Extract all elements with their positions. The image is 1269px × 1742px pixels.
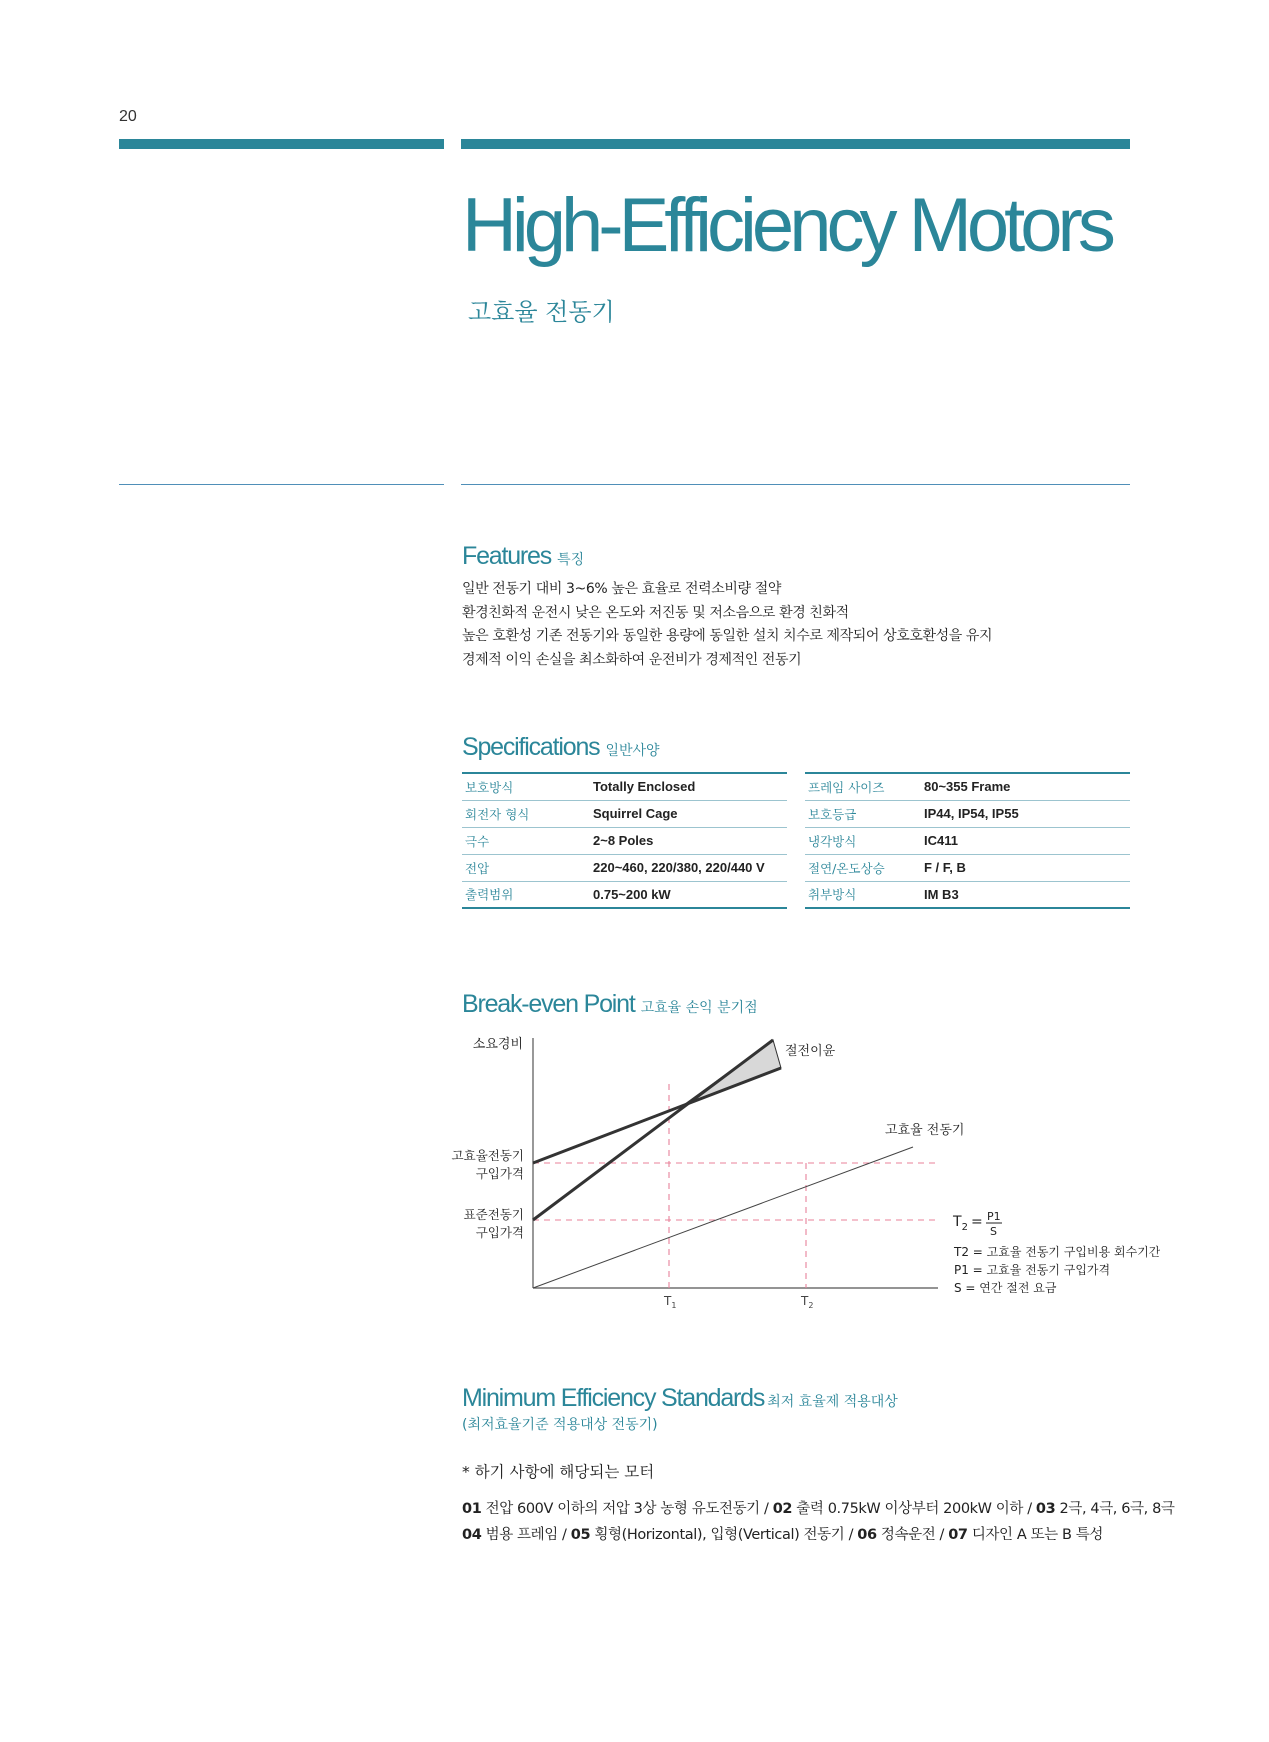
spec-key: 취부방식 bbox=[808, 887, 857, 903]
spec-value: 0.75~200 kW bbox=[593, 886, 671, 902]
std-price-label-1: 표준전동기 bbox=[463, 1207, 524, 1222]
table-row bbox=[805, 800, 1130, 827]
spec-key: 프레임 사이즈 bbox=[805, 773, 921, 800]
formula-legend-p1: P1 = 고효율 전동기 구입가격 bbox=[954, 1263, 1111, 1277]
high-price-label-2: 구입가격 bbox=[475, 1166, 524, 1181]
spec-key: 냉각방식 bbox=[805, 827, 921, 854]
minimum-title: Minimum Efficiency Standards bbox=[462, 1384, 765, 1412]
features-heading bbox=[462, 542, 584, 571]
divider-right bbox=[461, 484, 1130, 485]
spec-key: 회전자 형식 bbox=[462, 800, 590, 827]
table-row bbox=[805, 881, 1130, 908]
spec-value: 220~460, 220/380, 220/440 V bbox=[590, 854, 787, 881]
breakeven-diagram bbox=[440, 1030, 1160, 1320]
feature-item: 일반 전동기 대비 3~6% 높은 효율로 전력소비량 절약 bbox=[462, 581, 781, 597]
criteria-text: 횡형(Horizontal), 입형(Vertical) 전동기 / bbox=[590, 1527, 858, 1543]
high-motor-label: 고효율 전동기 bbox=[885, 1123, 965, 1138]
spec-value: Squirrel Cage bbox=[590, 800, 787, 827]
table-row bbox=[462, 854, 787, 881]
spec-value: Totally Enclosed bbox=[590, 773, 787, 800]
features-title: Features bbox=[462, 542, 552, 570]
features-list bbox=[462, 578, 992, 672]
criteria-line bbox=[462, 1496, 1175, 1522]
table-row bbox=[462, 881, 787, 908]
spec-key: 극수 bbox=[462, 827, 590, 854]
criteria-text: 2극, 4극, 6극, 8극 bbox=[1055, 1501, 1175, 1517]
std-price-label-2: 구입가격 bbox=[475, 1225, 524, 1240]
spec-value: IP44, IP54, IP55 bbox=[921, 800, 1130, 827]
specifications-heading bbox=[462, 733, 660, 762]
high-efficiency-cost-line bbox=[533, 1068, 781, 1163]
table-row bbox=[805, 854, 1130, 881]
minimum-criteria bbox=[462, 1496, 1175, 1548]
criteria-text: 출력 0.75kW 이상부터 200kW 이하 / bbox=[792, 1501, 1036, 1517]
spec-value: IM B3 bbox=[924, 886, 959, 902]
spec-table-left bbox=[462, 772, 787, 909]
criteria-line bbox=[462, 1522, 1175, 1548]
savings-label: 절전이윤 bbox=[785, 1044, 836, 1059]
tick-t2: $T_2$ bbox=[801, 1294, 814, 1310]
standard-cost-line bbox=[533, 1040, 773, 1220]
breakeven-title: Break-even Point bbox=[462, 990, 635, 1018]
criteria-text: 디자인 A 또는 B 특성 bbox=[967, 1527, 1103, 1543]
spec-table-right bbox=[805, 772, 1130, 909]
criteria-number: 03 bbox=[1035, 1501, 1056, 1517]
feature-item: 경제적 이익 손실을 최소화하여 운전비가 경제적인 전동기 bbox=[462, 651, 802, 668]
formula-lhs: $T_2$ = bbox=[953, 1214, 983, 1233]
spec-key: 보호등급 bbox=[805, 800, 921, 827]
features-title-ko: 특징 bbox=[557, 552, 585, 568]
header-bar-left bbox=[119, 139, 444, 149]
page-subtitle: 고효율 전동기 bbox=[468, 298, 615, 326]
minimum-title-ko: 최저 효율제 적용대상 bbox=[767, 1394, 898, 1410]
page-number: 20 bbox=[119, 108, 137, 125]
divider-left bbox=[119, 484, 444, 485]
spec-key: 출력범위 bbox=[465, 887, 514, 903]
spec-value: IC411 bbox=[921, 827, 1130, 854]
specifications-title-ko: 일반사양 bbox=[605, 743, 660, 759]
table-row bbox=[805, 773, 1130, 800]
header-bar-right bbox=[461, 139, 1130, 149]
formula-denominator: S bbox=[990, 1225, 997, 1238]
criteria-number: 06 bbox=[857, 1527, 877, 1543]
criteria-number: 04 bbox=[462, 1527, 482, 1543]
spec-value: F / F, B bbox=[921, 854, 1130, 881]
high-price-label-1: 고효율전동기 bbox=[451, 1148, 524, 1163]
feature-item: 높은 호환성 기존 전동기와 동일한 용량에 동일한 설치 치수로 제작되어 상호호환성을 유지 bbox=[462, 628, 993, 644]
criteria-number: 01 bbox=[462, 1501, 482, 1517]
breakeven-title-ko: 고효율 손익 분기점 bbox=[640, 1000, 758, 1016]
y-axis-label: 소요경비 bbox=[472, 1037, 523, 1052]
table-row bbox=[805, 827, 1130, 854]
page-title: High-Efficiency Motors bbox=[462, 183, 1111, 268]
minimum-note: * 하기 사항에 해당되는 모터 bbox=[462, 1463, 655, 1481]
criteria-text: 범용 프레임 / bbox=[481, 1527, 571, 1543]
spec-value: 2~8 Poles bbox=[590, 827, 787, 854]
table-row bbox=[462, 773, 787, 800]
formula-legend-t2: T2 = 고효율 전동기 구입비용 회수기간 bbox=[954, 1245, 1160, 1259]
criteria-number: 05 bbox=[570, 1527, 591, 1543]
tick-t1: $T_1$ bbox=[664, 1294, 677, 1310]
spec-key: 전압 bbox=[462, 854, 590, 881]
minimum-subtitle: (최저효율기준 적용대상 전동기) bbox=[462, 1417, 658, 1433]
formula-legend-s: S = 연간 절전 요금 bbox=[954, 1281, 1057, 1295]
high-efficiency-motor-line bbox=[533, 1147, 913, 1288]
table-row bbox=[462, 827, 787, 854]
formula-numerator: P1 bbox=[987, 1210, 1001, 1223]
spec-value: 80~355 Frame bbox=[921, 773, 1130, 800]
criteria-number: 02 bbox=[772, 1501, 793, 1517]
spec-key: 보호방식 bbox=[462, 773, 590, 800]
criteria-text: 전압 600V 이하의 저압 3상 농형 유도전동기 / bbox=[481, 1501, 773, 1517]
spec-key: 절연/온도상승 bbox=[805, 854, 921, 881]
criteria-number: 07 bbox=[948, 1527, 968, 1543]
minimum-heading bbox=[462, 1384, 898, 1413]
breakeven-heading bbox=[462, 990, 758, 1019]
criteria-text: 정속운전 / bbox=[876, 1527, 949, 1543]
specifications-title: Specifications bbox=[462, 733, 600, 761]
table-row bbox=[462, 800, 787, 827]
feature-item: 환경친화적 운전시 낮은 온도와 저진동 및 저소음으로 환경 친화적 bbox=[462, 604, 849, 621]
